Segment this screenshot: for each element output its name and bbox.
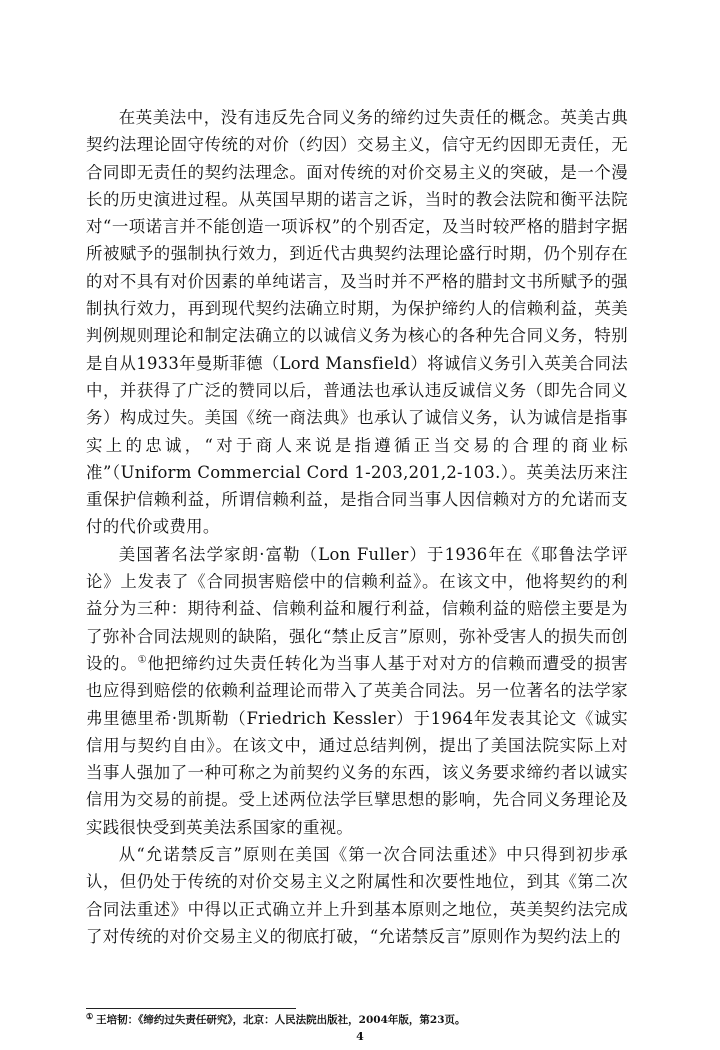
paragraph-2-text-before-note: 美国著名法学家朗·富勒（Lon Fuller）于1936年在《耶鲁法学评论》上发表了《合同损害赔偿中的信赖利益》。在该文中，他将契约的利益分为三种：期待利益、信赖利益和履行利益，信赖利益的赔偿主要是为了弥补合同法规则的缺陷，强化“禁止反言”原则，弥补受害人的损失而创设的。 bbox=[86, 544, 628, 673]
footnote bbox=[86, 1010, 628, 1027]
footnote-divider bbox=[86, 1008, 296, 1009]
footnote-reference-marker: ① bbox=[137, 654, 148, 666]
page-number: 4 bbox=[356, 1030, 364, 1043]
paragraph-2-text-after-note: 他把缔约过失责任转化为当事人基于对对方的信赖而遭受的损害也应得到赔偿的依赖利益理论而带入了英美合同法。另一位著名的法学家弗里德里希·凯斯勒（Friedrich Kessler）于1964年发表其论文《诚实信用与契约自由》。在该文中，通过总结判例，提出了美国法院实际上对当事人强加了一种可称之为前契约义务的东西，该义务要求缔约者以诚实信用为交易的前提。受上述两位法学巨擘思想的影响，先合同义务理论及实践很快受到英美法系国家的重视。 bbox=[86, 653, 629, 837]
paragraph-1: 在英美法中，没有违反先合同义务的缔约过失责任的概念。英美古典契约法理论固守传统的对价（约因）交易主义，信守无约因即无责任，无合同即无责任的契约法理念。面对传统的对价交易主义的突破，是一个漫长的历史演进过程。从英国早期的诺言之诉，当时的教会法院和衡平法院对“一项诺言并不能创造一项诉权”的个别否定，及当时较严格的腊封字据所被赋予的强制执行效力，到近代古典契约法理论盛行时期，仍个别存在的对不具有对价因素的单纯诺言，及当时并不严格的腊封文书所赋予的强制执行效力，再到现代契约法确立时期，为保护缔约人的信赖利益，英美判例规则理论和制定法确立的以诚信义务为核心的各种先合同义务，特别是自从1933年曼斯菲德（Lord Mansfield）将诚信义务引入英美合同法中，并获得了广泛的赞同以后，普通法也承认违反诚信义务（即先合同义务）构成过失。美国《统一商法典》也承认了诚信义务，认为诚信是指事实上的忠诚，“对于商人来说是指遵循正当交易的合理的商业标准”（Uniform Commercial Cord 1-203,201,2-103.）。英美法历来注重保护信赖利益，所谓信赖利益，是指合同当事人因信赖对方的允诺而支付的代价或费用。 bbox=[86, 108, 628, 537]
paragraph-3: 从“允诺禁反言”原则在美国《第一次合同法重述》中只得到初步承认，但仍处于传统的对价交易主义之附属性和次要性地位，到其《第二次合同法重述》中得以正式确立并上升到基本原则之地位，英美契约法完成了对传统的对价交易主义的彻底打破，“允诺禁反言”原则作为契约法上的 bbox=[86, 845, 628, 946]
footnote-marker: ① bbox=[86, 1010, 94, 1021]
footnote-text: 王培韧：《缔约过失责任研究》，北京：人民法院出版社，2004年版，第23页。 bbox=[96, 1014, 466, 1026]
paragraph-2 bbox=[86, 541, 628, 841]
body-text bbox=[86, 104, 628, 950]
